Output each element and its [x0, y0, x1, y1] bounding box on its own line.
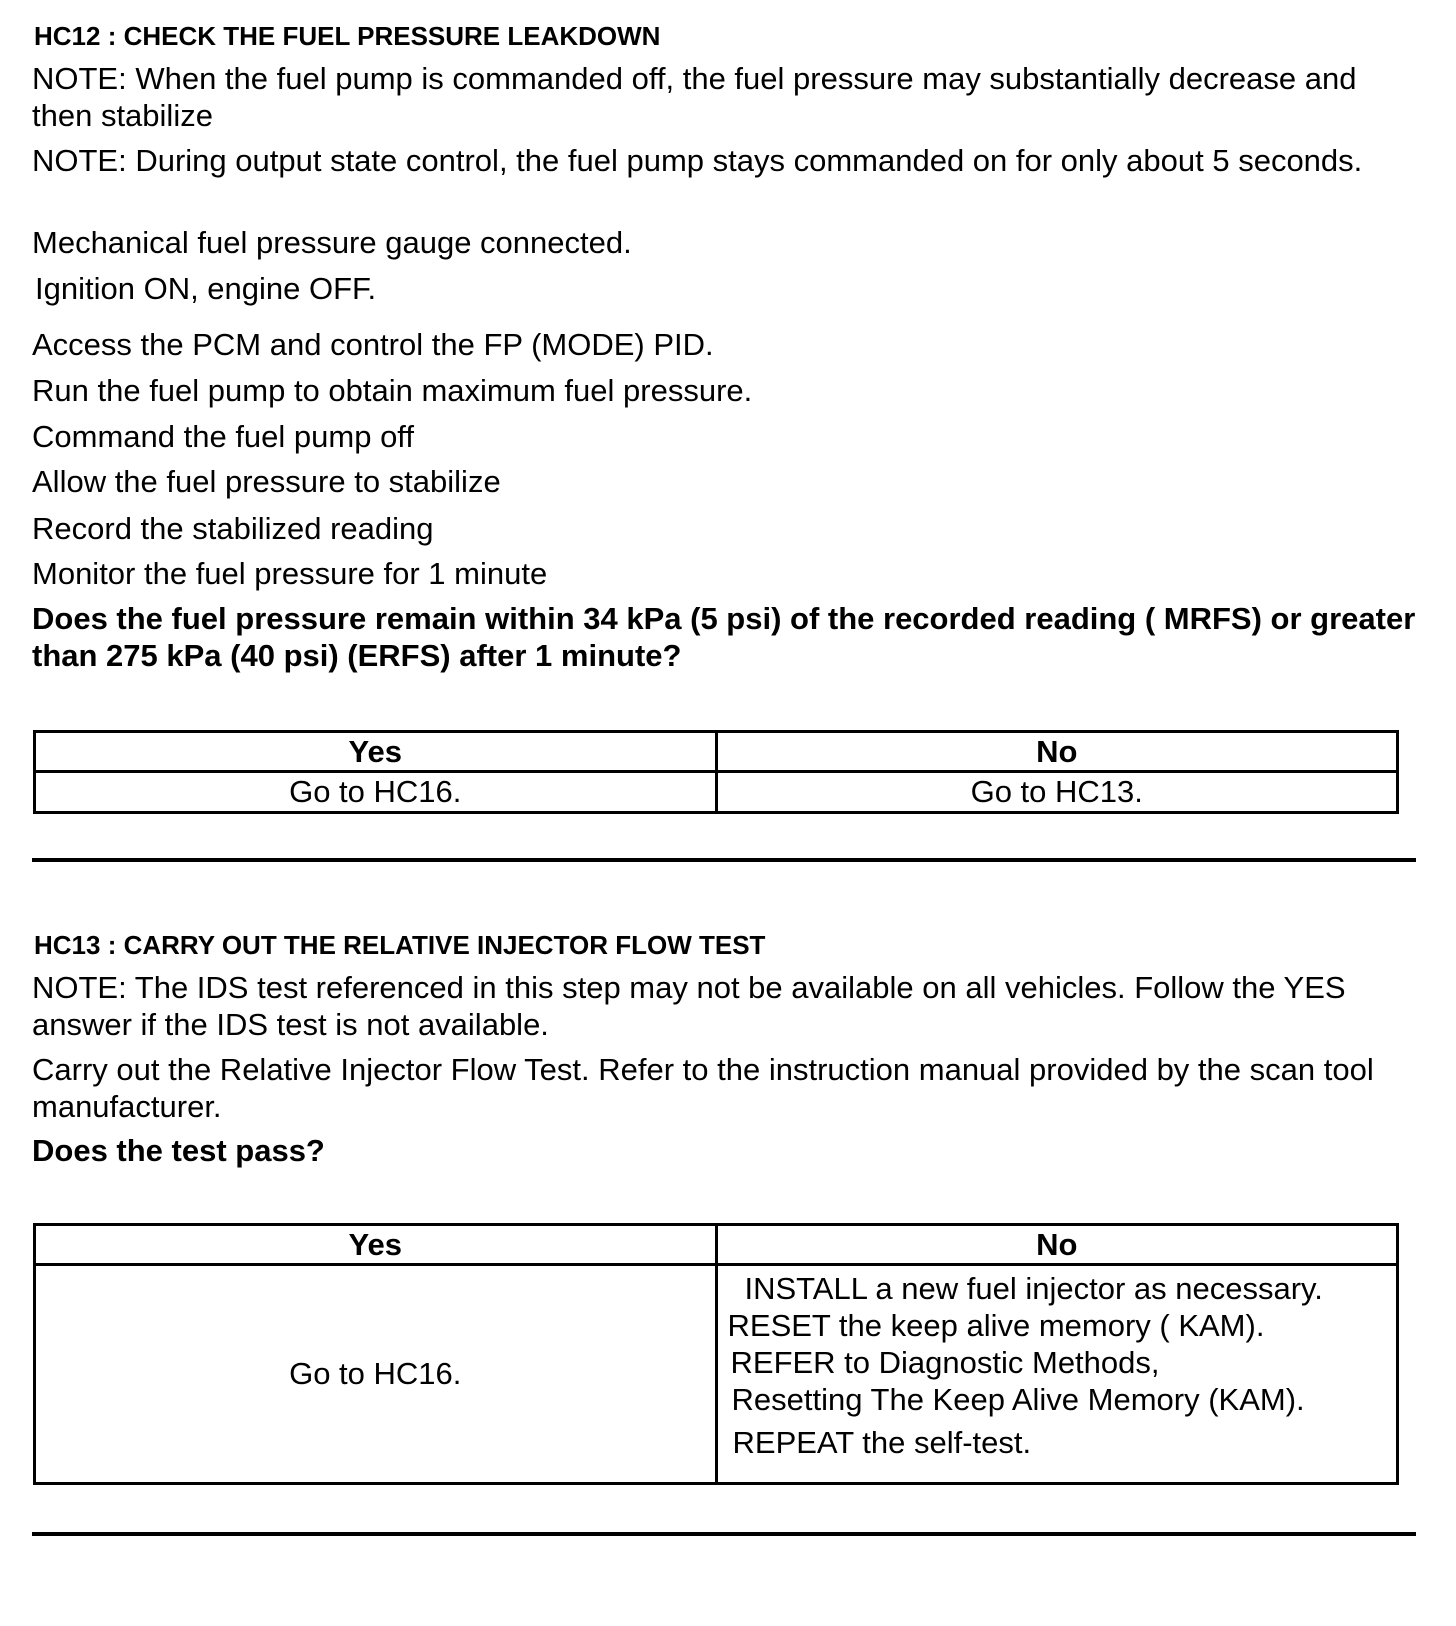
table-header-row	[35, 732, 1398, 772]
table-row	[35, 1265, 1398, 1484]
hc12-question: Does the fuel pressure remain within 34 kPa (5 psi) of the recorded reading ( MRFS) or greater than 275 kPa (40 psi) (ERFS) after 1 minute?	[32, 601, 1416, 673]
hc12-note-1: NOTE: When the fuel pump is commanded off, the fuel pressure may substantially decrease and then stabilize	[32, 61, 1357, 133]
hc12-title: HC12 : CHECK THE FUEL PRESSURE LEAKDOWN	[34, 21, 661, 51]
hc12-step-7: Record the stabilized reading	[32, 511, 434, 546]
no-action: Go to HC13.	[716, 772, 1398, 813]
hc13-question: Does the test pass?	[32, 1133, 325, 1168]
hc13-decision-table	[33, 1223, 1399, 1485]
hc12-note-2: NOTE: During output state control, the fuel pump stays commanded on for only about 5 seconds.	[32, 143, 1363, 178]
hc12-step-8: Monitor the fuel pressure for 1 minute	[32, 556, 548, 591]
hc12-step-1: Mechanical fuel pressure gauge connected.	[32, 225, 632, 260]
hc12-decision-table	[33, 730, 1399, 814]
no-action-line: REFER to Diagnostic Methods,	[730, 1345, 1160, 1380]
hc12-step-3: Access the PCM and control the FP (MODE) PID.	[32, 327, 714, 362]
hc13-note: NOTE: The IDS test referenced in this step may not be available on all vehicles. Follow the YES answer if the IDS test is not available.	[32, 970, 1346, 1042]
no-action-line: Resetting The Keep Alive Memory (KAM).	[731, 1382, 1305, 1417]
hc13-instruction: Carry out the Relative Injector Flow Test. Refer to the instruction manual provided by the scan tool manufacturer.	[32, 1052, 1374, 1124]
hc12-step-2: Ignition ON, engine OFF.	[35, 271, 377, 306]
no-actions	[716, 1265, 1398, 1484]
hc12-step-5: Command the fuel pump off	[32, 419, 414, 454]
section-divider	[32, 1532, 1416, 1536]
table-header-row	[35, 1225, 1398, 1265]
no-header: No	[716, 1225, 1398, 1265]
no-action-line: INSTALL a new fuel injector as necessary.	[744, 1271, 1323, 1306]
yes-header: Yes	[35, 1225, 717, 1265]
section-divider	[32, 858, 1416, 862]
hc12-step-4: Run the fuel pump to obtain maximum fuel pressure.	[32, 373, 753, 408]
yes-action: Go to HC16.	[35, 772, 717, 813]
hc13-title: HC13 : CARRY OUT THE RELATIVE INJECTOR FLOW TEST	[34, 930, 766, 960]
table-row	[35, 772, 1398, 813]
no-action-line: RESET the keep alive memory ( KAM).	[727, 1308, 1265, 1343]
no-action-line: REPEAT the self-test.	[732, 1425, 1032, 1460]
no-header: No	[716, 732, 1398, 772]
yes-header: Yes	[35, 732, 717, 772]
yes-action: Go to HC16.	[35, 1265, 717, 1484]
hc12-step-6: Allow the fuel pressure to stabilize	[32, 464, 501, 499]
